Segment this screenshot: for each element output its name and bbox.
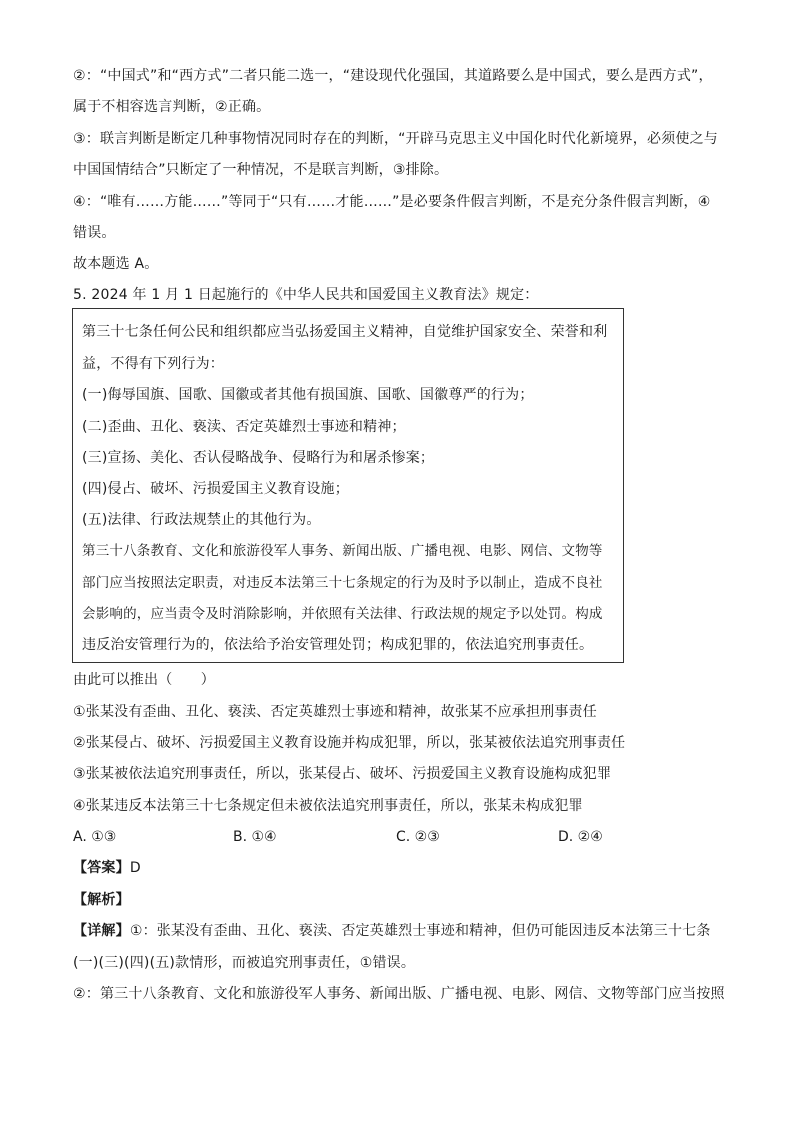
question-prompt: 由此可以推出（ ） (73, 672, 215, 688)
conclusion: 故本题选 A。 (73, 256, 159, 272)
option-c: C. ②③ (396, 829, 440, 845)
analysis-line: ②：“中国式”和“西方式”二者只能二选一，“建设现代化强国，其道路要么是中国式，要么是西方式”， (73, 68, 713, 84)
analysis-heading (73, 890, 130, 910)
statement: ④张某违反本法第三十七条规定但未被依法追究刑事责任，所以，张某未构成犯罪 (73, 798, 583, 814)
answer-line (73, 858, 141, 878)
detail-line: ②：第三十八条教育、文化和旅游役军人事务、新闻出版、广播电视、电影、网信、文物等部门应当按照 (73, 986, 725, 1002)
law-line: (三)宣扬、美化、否认侵略战争、侵略行为和屠杀惨案； (82, 450, 435, 466)
law-line: 益，不得有下列行为： (82, 356, 224, 372)
option-d: D. ②④ (558, 829, 603, 845)
analysis-line: ④：“唯有……方能……”等同于“只有……才能……”是必要条件假言判断，不是充分条件假言判断，④ (73, 194, 711, 210)
law-line: 违反治安管理行为的，依法给予治安管理处罚；构成犯罪的，依法追究刑事责任。 (82, 637, 594, 653)
law-line: (二)歪曲、丑化、亵渎、否定英雄烈士事迹和精神； (82, 419, 406, 435)
answer-label: 【答案】 (73, 860, 130, 876)
law-line: (四)侵占、破坏、污损爱国主义教育设施； (82, 481, 349, 497)
detail-text: ①：张某没有歪曲、丑化、亵渎、否定英雄烈士事迹和精神，但仍可能因违反本法第三十七条 (129, 923, 711, 939)
statement: ②张某侵占、破坏、污损爱国主义教育设施并构成犯罪，所以，张某被依法追究刑事责任 (73, 735, 626, 751)
law-line: 第三十七条任何公民和组织都应当弘扬爱国主义精神，自觉维护国家安全、荣誉和利 (82, 324, 608, 340)
detail-line: (一)(三)(四)(五)款情形，而被追究刑事责任，①错误。 (73, 955, 416, 971)
option-a: A. ①③ (73, 829, 117, 845)
law-line: (五)法律、行政法规禁止的其他行为。 (82, 512, 321, 528)
statement: ③张某被依法追究刑事责任，所以，张某侵占、破坏、污损爱国主义教育设施构成犯罪 (73, 766, 612, 782)
detail-line (73, 921, 711, 941)
analysis-line: 中国国情结合”只断定了一种情况，不是联言判断，③排除。 (73, 162, 449, 178)
law-line: 部门应当按照法定职责，对违反本法第三十七条规定的行为及时予以制止，造成不良社 (82, 575, 603, 591)
law-excerpt-box (72, 308, 624, 663)
law-line: (一)侮辱国旗、国歌、国徽或者其他有损国旗、国歌、国徽尊严的行为； (82, 387, 534, 403)
analysis-label: 【解析】 (73, 892, 130, 908)
law-line: 第三十八条教育、文化和旅游役军人事务、新闻出版、广播电视、电影、网信、文物等 (82, 543, 603, 559)
question-stem: 5. 2024 年 1 月 1 日起施行的《中华人民共和国爱国主义教育法》规定： (73, 287, 539, 303)
analysis-line: ③：联言判断是断定几种事物情况同时存在的判断，“开辟马克思主义中国化时代化新境界，必须使之与 (73, 131, 719, 147)
detail-label: 【详解】 (73, 923, 130, 939)
analysis-line: 属于不相容选言判断，②正确。 (73, 99, 271, 115)
analysis-line: 错误。 (73, 225, 116, 241)
answer-value: D (129, 860, 141, 876)
statement: ①张某没有歪曲、丑化、亵渎、否定英雄烈士事迹和精神，故张某不应承担刑事责任 (73, 704, 597, 720)
law-line: 会影响的，应当责令及时消除影响，并依照有关法律、行政法规的规定予以处罚。构成 (82, 606, 603, 622)
option-b: B. ①④ (233, 829, 277, 845)
